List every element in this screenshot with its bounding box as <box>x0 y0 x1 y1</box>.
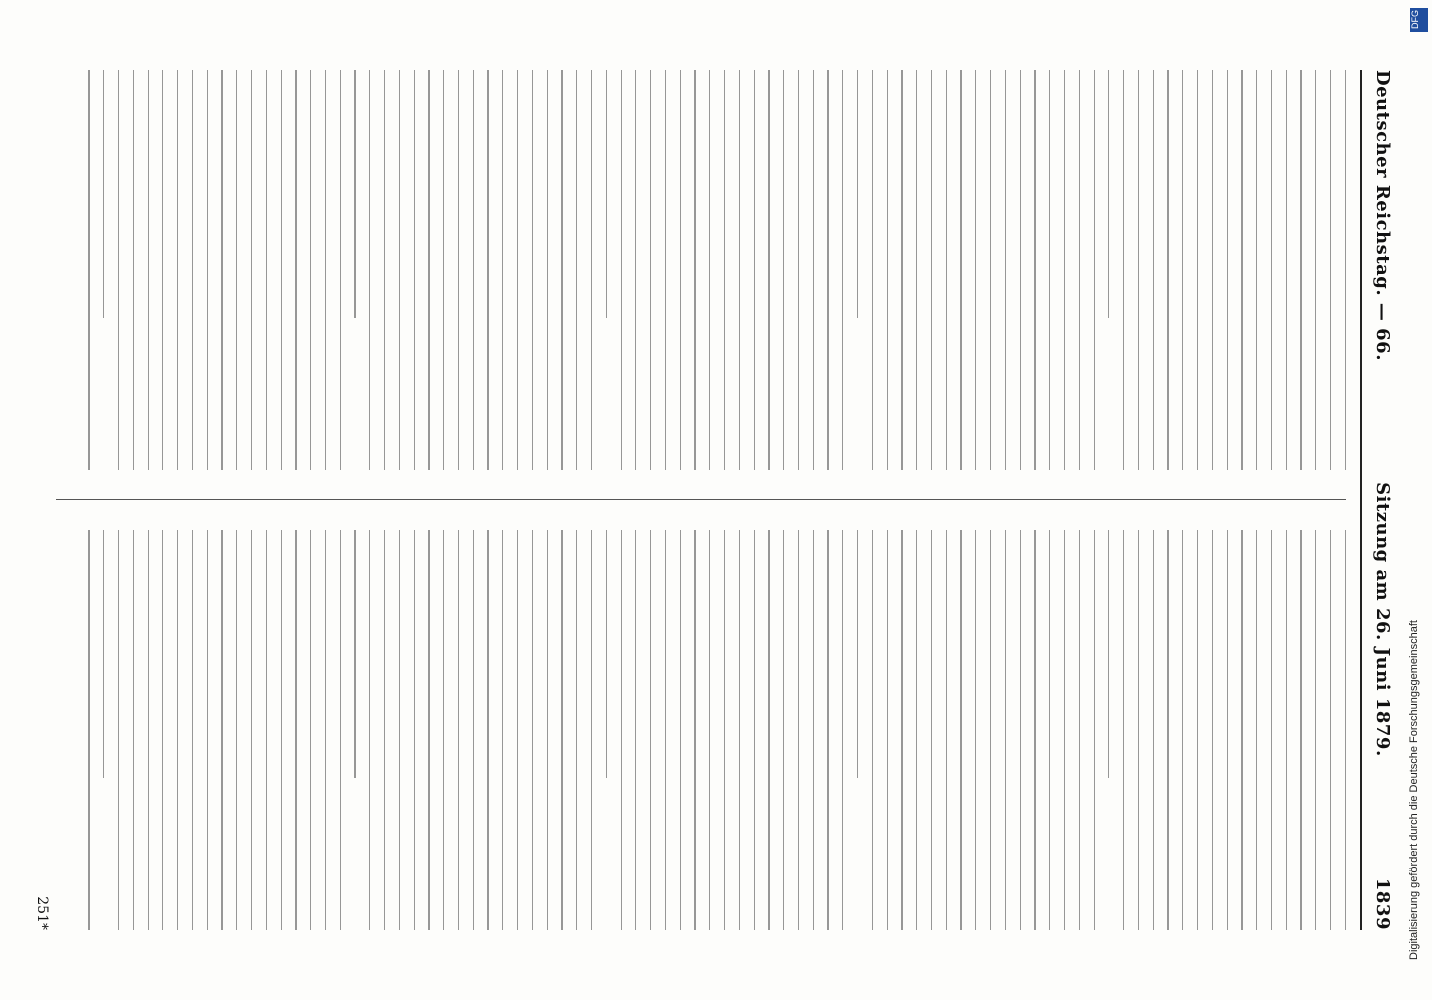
text-line <box>1330 530 1331 930</box>
text-line <box>606 530 607 778</box>
text-line <box>473 70 474 470</box>
text-line <box>1094 530 1095 930</box>
text-line <box>1020 70 1021 470</box>
text-line <box>857 530 858 778</box>
text-line <box>517 530 518 930</box>
text-line <box>295 530 296 930</box>
text-line <box>295 70 296 470</box>
text-line <box>650 530 651 930</box>
text-line <box>665 70 666 470</box>
text-line <box>887 70 888 470</box>
digitization-credit: Digitalisierung gefördert durch die Deutsche Forschungsgemeinschaft <box>1408 620 1420 960</box>
column-divider <box>56 499 1346 500</box>
text-line <box>946 530 947 930</box>
text-line <box>236 530 237 930</box>
text-line <box>340 530 341 930</box>
text-line <box>133 70 134 470</box>
text-line <box>1108 530 1109 778</box>
text-line <box>990 530 991 930</box>
text-line <box>1049 70 1050 470</box>
text-line <box>458 530 459 930</box>
text-line <box>709 530 710 930</box>
text-line <box>1138 530 1139 930</box>
text-line <box>443 530 444 930</box>
text-line <box>118 70 119 470</box>
text-line <box>754 70 755 470</box>
dfg-logo: DFG <box>1410 8 1428 32</box>
text-line <box>1212 70 1213 470</box>
text-line <box>561 530 562 930</box>
text-line <box>325 70 326 470</box>
text-line <box>739 530 740 930</box>
text-line <box>251 530 252 930</box>
text-line <box>399 70 400 470</box>
text-line <box>399 530 400 930</box>
text-line <box>177 530 178 930</box>
text-line <box>946 70 947 470</box>
text-line <box>842 530 843 930</box>
text-line <box>517 70 518 470</box>
text-line <box>768 530 769 930</box>
text-line <box>1108 70 1109 318</box>
text-line <box>650 70 651 470</box>
text-line <box>1227 70 1228 470</box>
text-line <box>428 530 429 930</box>
text-line <box>221 530 222 930</box>
text-line <box>857 70 858 318</box>
text-line <box>1034 70 1035 470</box>
text-line <box>901 530 902 930</box>
text-line <box>162 530 163 930</box>
text-line <box>369 70 370 470</box>
text-line <box>162 70 163 470</box>
text-line <box>1300 70 1301 470</box>
text-line <box>783 530 784 930</box>
text-line <box>1286 70 1287 470</box>
text-line <box>251 70 252 470</box>
text-line <box>207 530 208 930</box>
text-line <box>488 530 489 930</box>
text-line <box>813 70 814 470</box>
text-line <box>931 70 932 470</box>
text-line <box>354 530 355 778</box>
text-line <box>931 530 932 930</box>
text-line <box>724 530 725 930</box>
text-line <box>458 70 459 470</box>
text-line <box>502 530 503 930</box>
text-line <box>561 70 562 470</box>
text-line <box>872 530 873 930</box>
text-line <box>591 530 592 930</box>
text-line <box>1064 530 1065 930</box>
text-line <box>709 70 710 470</box>
text-line <box>1271 70 1272 470</box>
text-line <box>1079 70 1080 470</box>
text-line <box>369 530 370 930</box>
text-line <box>266 70 267 470</box>
text-line <box>221 70 222 470</box>
text-line <box>532 70 533 470</box>
text-line <box>148 70 149 470</box>
text-line <box>635 530 636 930</box>
text-line <box>1286 530 1287 930</box>
text-line <box>1315 530 1316 930</box>
text-line <box>1167 530 1168 930</box>
text-line <box>1167 70 1168 470</box>
text-line <box>990 70 991 470</box>
text-line <box>384 70 385 470</box>
text-line <box>325 530 326 930</box>
text-line <box>1079 530 1080 930</box>
text-line <box>783 70 784 470</box>
text-line <box>1005 70 1006 470</box>
left-column-text-block <box>56 70 1346 470</box>
text-line <box>621 70 622 470</box>
text-line <box>118 530 119 930</box>
text-line <box>1241 530 1242 930</box>
text-line <box>798 70 799 470</box>
header-center: Sitzung am 26. Juni 1879. <box>1372 482 1394 757</box>
text-line <box>1197 530 1198 930</box>
text-line <box>148 530 149 930</box>
text-line <box>975 530 976 930</box>
text-line <box>591 70 592 470</box>
header-left: Deutscher Reichstag. — 66. <box>1372 70 1394 361</box>
text-line <box>1182 70 1183 470</box>
header-page-number: 1839 <box>1372 877 1394 930</box>
text-line <box>635 70 636 470</box>
text-line <box>1227 530 1228 930</box>
text-line <box>694 530 695 930</box>
text-line <box>1049 530 1050 930</box>
text-line <box>768 70 769 470</box>
text-line <box>1138 70 1139 470</box>
text-line <box>1123 530 1124 930</box>
text-line <box>813 530 814 930</box>
text-line <box>1182 530 1183 930</box>
text-line <box>1153 70 1154 470</box>
text-line <box>1330 70 1331 470</box>
text-line <box>192 530 193 930</box>
text-line <box>1241 70 1242 470</box>
text-line <box>473 530 474 930</box>
text-line <box>1064 70 1065 470</box>
text-line <box>384 530 385 930</box>
text-line <box>1123 70 1124 470</box>
text-line <box>547 530 548 930</box>
text-line <box>842 70 843 470</box>
text-line <box>916 70 917 470</box>
text-line <box>1034 530 1035 930</box>
text-line <box>281 530 282 930</box>
text-line <box>177 70 178 470</box>
text-line <box>901 70 902 470</box>
text-line <box>1256 530 1257 930</box>
text-line <box>916 530 917 930</box>
text-line <box>428 70 429 470</box>
text-line <box>576 70 577 470</box>
text-line <box>724 70 725 470</box>
text-line <box>502 70 503 470</box>
text-line <box>488 70 489 470</box>
text-line <box>606 70 607 318</box>
text-line <box>1271 530 1272 930</box>
text-line <box>961 70 962 470</box>
text-line <box>310 530 311 930</box>
text-line <box>665 530 666 930</box>
text-line <box>1256 70 1257 470</box>
text-line <box>961 530 962 930</box>
text-line <box>340 70 341 470</box>
text-line <box>621 530 622 930</box>
text-line <box>827 70 828 470</box>
text-line <box>236 70 237 470</box>
text-line <box>1345 530 1346 930</box>
text-line <box>547 70 548 470</box>
text-line <box>1315 70 1316 470</box>
text-line <box>680 70 681 470</box>
text-line <box>103 70 104 318</box>
text-line <box>754 530 755 930</box>
text-line <box>798 530 799 930</box>
text-line <box>266 530 267 930</box>
text-line <box>887 530 888 930</box>
header-rule <box>1360 70 1362 930</box>
text-line <box>532 530 533 930</box>
text-line <box>1197 70 1198 470</box>
text-line <box>1020 530 1021 930</box>
text-line <box>827 530 828 930</box>
text-line <box>443 70 444 470</box>
text-line <box>576 530 577 930</box>
text-line <box>1345 70 1346 470</box>
text-line <box>88 530 89 930</box>
text-line <box>694 70 695 470</box>
text-line <box>414 70 415 470</box>
text-line <box>739 70 740 470</box>
text-line <box>1153 530 1154 930</box>
text-line <box>310 70 311 470</box>
text-line <box>88 70 89 470</box>
rotated-page-content <box>26 30 1406 970</box>
text-line <box>192 70 193 470</box>
text-line <box>207 70 208 470</box>
right-column-text-block <box>56 530 1346 930</box>
text-line <box>1212 530 1213 930</box>
text-line <box>133 530 134 930</box>
text-line <box>414 530 415 930</box>
text-line <box>281 70 282 470</box>
text-line <box>1094 70 1095 470</box>
text-line <box>975 70 976 470</box>
text-line <box>354 70 355 318</box>
signature-mark: 251* <box>34 896 50 930</box>
text-line <box>872 70 873 470</box>
text-line <box>103 530 104 778</box>
page-header <box>1368 70 1398 930</box>
text-line <box>1005 530 1006 930</box>
text-line <box>680 530 681 930</box>
text-line <box>1300 530 1301 930</box>
